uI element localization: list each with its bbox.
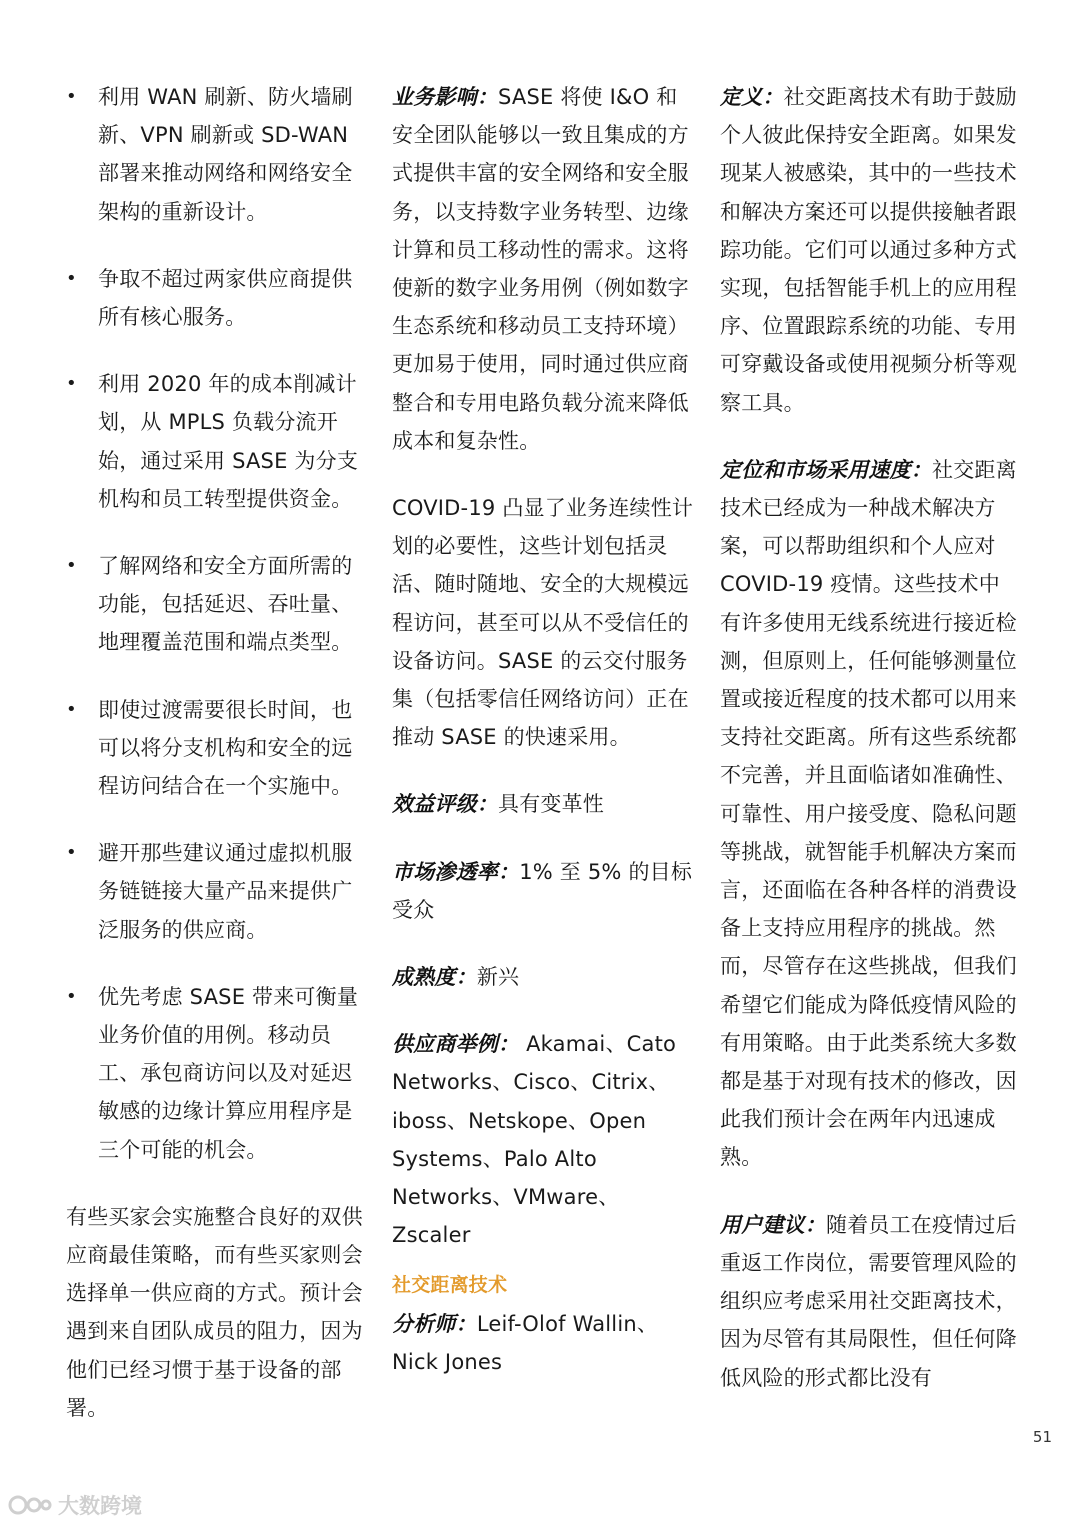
benefit-rating-label: 效益评级：	[392, 791, 498, 817]
market-penetration-value: 1% 至 5% 的目标受众	[392, 859, 693, 922]
watermark-text: 大数跨境	[58, 1494, 142, 1518]
sample-vendors-label: 供应商举例：	[392, 1031, 520, 1057]
left-column	[66, 78, 366, 1456]
watermark	[8, 1490, 142, 1520]
analysts-label: 分析师：	[392, 1310, 477, 1336]
list-item: • 优先考虑 SASE 带来可衡量业务价值的用例。移动员工、承包商访问以及对延迟敏感的边缘计算应用程序是三个可能的机会。	[66, 978, 366, 1169]
positioning-text: 社交距离技术已经成为一种战术解决方案，可以帮助组织和个人应对 COVID-19 疫情。这些技术中有许多使用无线系统进行接近检测，但原则上，任何能够测量位置或接近程度的技术都可以用来支持社交距离。所有这些系统都不完善，并且面临诸如准确性、可靠性、用户接受度、隐私问题等挑战，就智能手机解决方案而言，还面临在各种各样的消费设备上支持应用程序的挑战。然而，尽管存在这些挑战，但我们希望它们能成为降低疫情风险的有用策略。由于此类系统大多数都是基于对现有技术的修改，因此我们预计会在两年内迅速成熟。	[720, 457, 1017, 1170]
benefit-rating	[392, 785, 694, 823]
sample-vendors-value: Akamai、Cato Networks、Cisco、Citrix、iboss、Netskope、Open Systems、Palo Alto Networks、VMware、Zscaler	[392, 1032, 677, 1248]
market-penetration	[392, 853, 694, 929]
positioning-label: 定位和市场采用速度：	[720, 456, 932, 482]
list-item: • 避开那些建议通过虚拟机服务链链接大量产品来提供广泛服务的供应商。	[66, 834, 366, 949]
positioning-paragraph	[720, 451, 1020, 1177]
user-advice-text: 随着员工在疫情过后重返工作岗位，需要管理风险的组织应考虑采用社交距离技术，因为尽管有其局限性，但任何降低风险的形式都比没有	[720, 1212, 1017, 1390]
watermark-logo-icon	[8, 1492, 52, 1518]
business-impact-label: 业务影响：	[392, 84, 498, 109]
definition-text: 社交距离技术有助于鼓励个人彼此保持安全距离。如果发现某人被感染，其中的一些技术和解决方案还可以提供接触者跟踪功能。它们可以通过多种方式实现，包括智能手机上的应用程序、位置跟踪系统的功能、专用可穿戴设备或使用视频分析等观察工具。	[720, 85, 1017, 415]
list-item: • 争取不超过两家供应商提供所有核心服务。	[66, 260, 366, 336]
maturity	[392, 958, 694, 996]
page-number: 51	[1032, 1428, 1052, 1446]
benefit-rating-value: 具有变革性	[498, 792, 604, 817]
analysts	[392, 1305, 694, 1381]
maturity-label: 成熟度：	[392, 964, 477, 990]
sample-vendors	[392, 1025, 694, 1254]
section-title: 社交距离技术	[392, 1274, 508, 1297]
market-penetration-label: 市场渗透率：	[392, 858, 520, 884]
recommendation-list	[66, 78, 366, 1169]
maturity-value: 新兴	[476, 965, 520, 990]
user-advice-paragraph	[720, 1206, 1020, 1397]
middle-column	[392, 78, 694, 1410]
definition-label: 定义：	[720, 84, 784, 109]
definition-paragraph	[720, 78, 1020, 422]
list-item: • 了解网络和安全方面所需的功能，包括延迟、吞吐量、地理覆盖范围和端点类型。	[66, 547, 366, 662]
covid-paragraph: COVID-19 凸显了业务连续性计划的必要性，这些计划包括灵活、随时随地、安全的大规模远程访问，甚至可以从不受信任的设备访问。SASE 的云交付服务集（包括零信任网络访问）正在推动 SASE 的快速采用。	[392, 496, 694, 750]
list-item: • 利用 2020 年的成本削减计划，从 MPLS 负载分流开始，通过采用 SASE 为分支机构和员工转型提供资金。	[66, 365, 366, 518]
business-impact-text: SASE 将使 I&O 和安全团队能够以一致且集成的方式提供丰富的安全网络和安全服务，以支持数字业务转型、边缘计算和员工移动性的需求。这将使新的数字业务用例（例如数字生态系统和移动员工支持环境）更加易于使用，同时通过供应商整合和专用电路负载分流来降低成本和复杂性。	[392, 85, 689, 453]
right-column	[720, 78, 1020, 1426]
analysts-value: Leif-Olof Wallin、Nick Jones	[392, 1311, 659, 1374]
list-item: • 利用 WAN 刷新、防火墙刷新、VPN 刷新或 SD-WAN 部署来推动网络和网络安全架构的重新设计。	[66, 78, 366, 231]
vendor-strategy-paragraph: 有些买家会实施整合良好的双供应商最佳策略，而有些买家则会选择单一供应商的方式。预计会遇到来自团队成员的阻力，因为他们已经习惯于基于设备的部署。	[66, 1204, 363, 1420]
business-impact-paragraph	[392, 78, 694, 460]
list-item: • 即使过渡需要很长时间，也可以将分支机构和安全的远程访问结合在一个实施中。	[66, 691, 366, 806]
user-advice-label: 用户建议：	[720, 1211, 826, 1237]
